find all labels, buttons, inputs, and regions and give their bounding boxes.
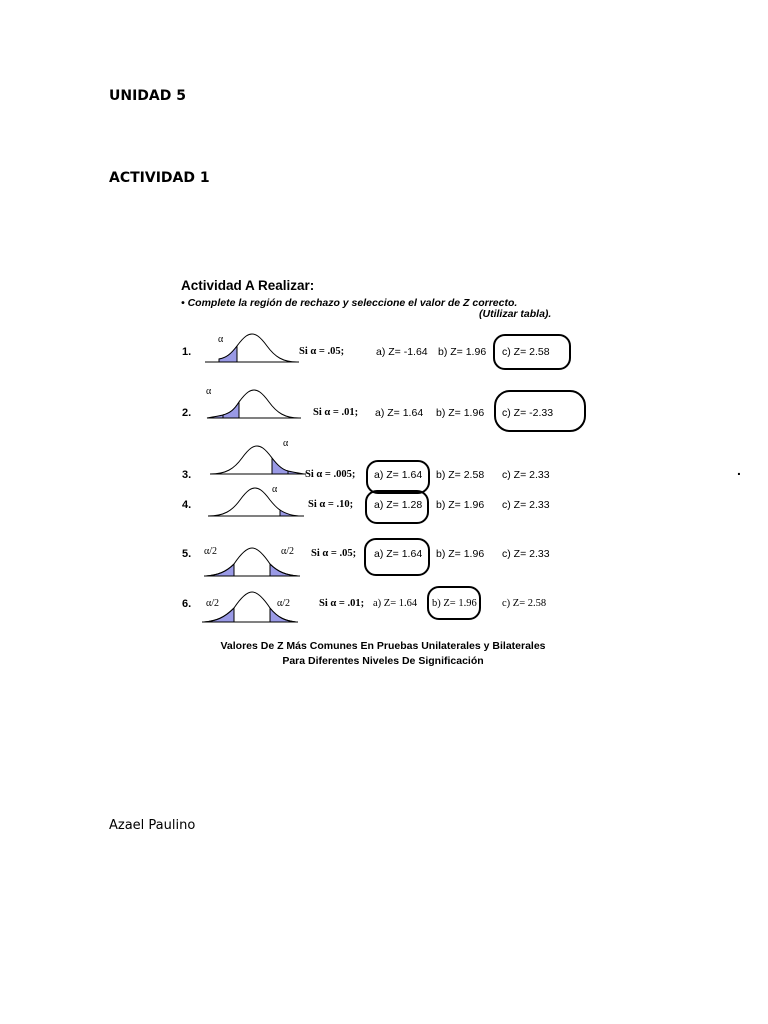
- alpha-condition: Si α = .005;: [305, 469, 356, 480]
- alpha-half-label-left: α/2: [206, 598, 220, 609]
- row-number: 3.: [182, 469, 192, 481]
- activity-heading: ACTIVIDAD 1: [109, 170, 210, 186]
- alpha-label: α: [206, 386, 212, 397]
- answer-circle: [364, 538, 430, 576]
- figure-instruction: • Complete la región de rechazo y seleccione el valor de Z correcto.: [181, 297, 518, 309]
- alpha-condition: Si α = .05;: [299, 346, 345, 357]
- alpha-condition: Si α = .01;: [319, 598, 365, 609]
- option-c: c) Z= 2.33: [502, 469, 550, 481]
- figure-title: Actividad A Realizar:: [181, 278, 315, 293]
- stray-mark: .: [737, 462, 741, 478]
- option-b: b) Z= 1.96: [436, 548, 485, 560]
- option-a: a) Z= -1.64: [376, 346, 428, 358]
- exercise-row-5: [168, 542, 598, 582]
- normal-curve-right-tail: [206, 486, 306, 520]
- figure-caption-line-1: Valores De Z Más Comunes En Pruebas Unilaterales y Bilaterales: [220, 640, 546, 652]
- option-b: b) Z= 2.58: [436, 469, 485, 481]
- option-c: c) Z= -2.33: [502, 407, 554, 419]
- alpha-half-label-right: α/2: [277, 598, 291, 609]
- option-b: b) Z= 1.96: [432, 598, 477, 609]
- exercise-row-6: [168, 588, 598, 628]
- row-number: 5.: [182, 548, 192, 560]
- unit-heading: UNIDAD 5: [109, 88, 186, 104]
- option-a: a) Z= 1.28: [374, 499, 423, 511]
- option-a: a) Z= 1.64: [374, 469, 423, 481]
- alpha-label: α: [218, 334, 224, 345]
- option-b: b) Z= 1.96: [438, 346, 487, 358]
- option-a: a) Z= 1.64: [375, 407, 424, 419]
- activity-figure: [168, 270, 598, 680]
- option-b: b) Z= 1.96: [436, 499, 485, 511]
- option-c: c) Z= 2.58: [502, 598, 547, 609]
- exercise-row-3: [168, 438, 598, 481]
- alpha-condition: Si α = .01;: [313, 407, 359, 418]
- alpha-half-label-left: α/2: [204, 546, 218, 557]
- answer-circle: [493, 334, 571, 370]
- option-b: b) Z= 1.96: [436, 407, 485, 419]
- row-number: 1.: [182, 346, 192, 358]
- row-number: 2.: [182, 407, 192, 419]
- normal-curve-left-tail: [203, 388, 303, 422]
- answer-circle: [427, 586, 481, 620]
- option-c: c) Z= 2.33: [502, 548, 550, 560]
- answer-circle: [365, 490, 429, 524]
- author-name: Azael Paulino: [109, 818, 196, 833]
- figure-caption-line-2: Para Diferentes Niveles De Significación: [282, 655, 484, 667]
- exercise-row-1: [168, 332, 598, 372]
- normal-curve-right-tail: [208, 444, 308, 478]
- normal-curve-left-tail: [201, 332, 301, 366]
- exercise-row-2: [168, 386, 598, 426]
- alpha-label: α: [283, 438, 289, 449]
- alpha-condition: Si α = .05;: [311, 548, 357, 559]
- figure-note: (Utilizar tabla).: [479, 308, 552, 320]
- alpha-condition: Si α = .10;: [308, 499, 354, 510]
- alpha-half-label-right: α/2: [281, 546, 295, 557]
- row-number: 4.: [182, 499, 192, 511]
- option-c: c) Z= 2.58: [502, 346, 550, 358]
- alpha-label: α: [272, 484, 278, 495]
- exercise-row-4: [168, 484, 598, 524]
- row-number: 6.: [182, 598, 192, 610]
- option-a: a) Z= 1.64: [374, 548, 423, 560]
- option-a: a) Z= 1.64: [373, 598, 418, 609]
- option-c: c) Z= 2.33: [502, 499, 550, 511]
- answer-circle: [494, 390, 586, 432]
